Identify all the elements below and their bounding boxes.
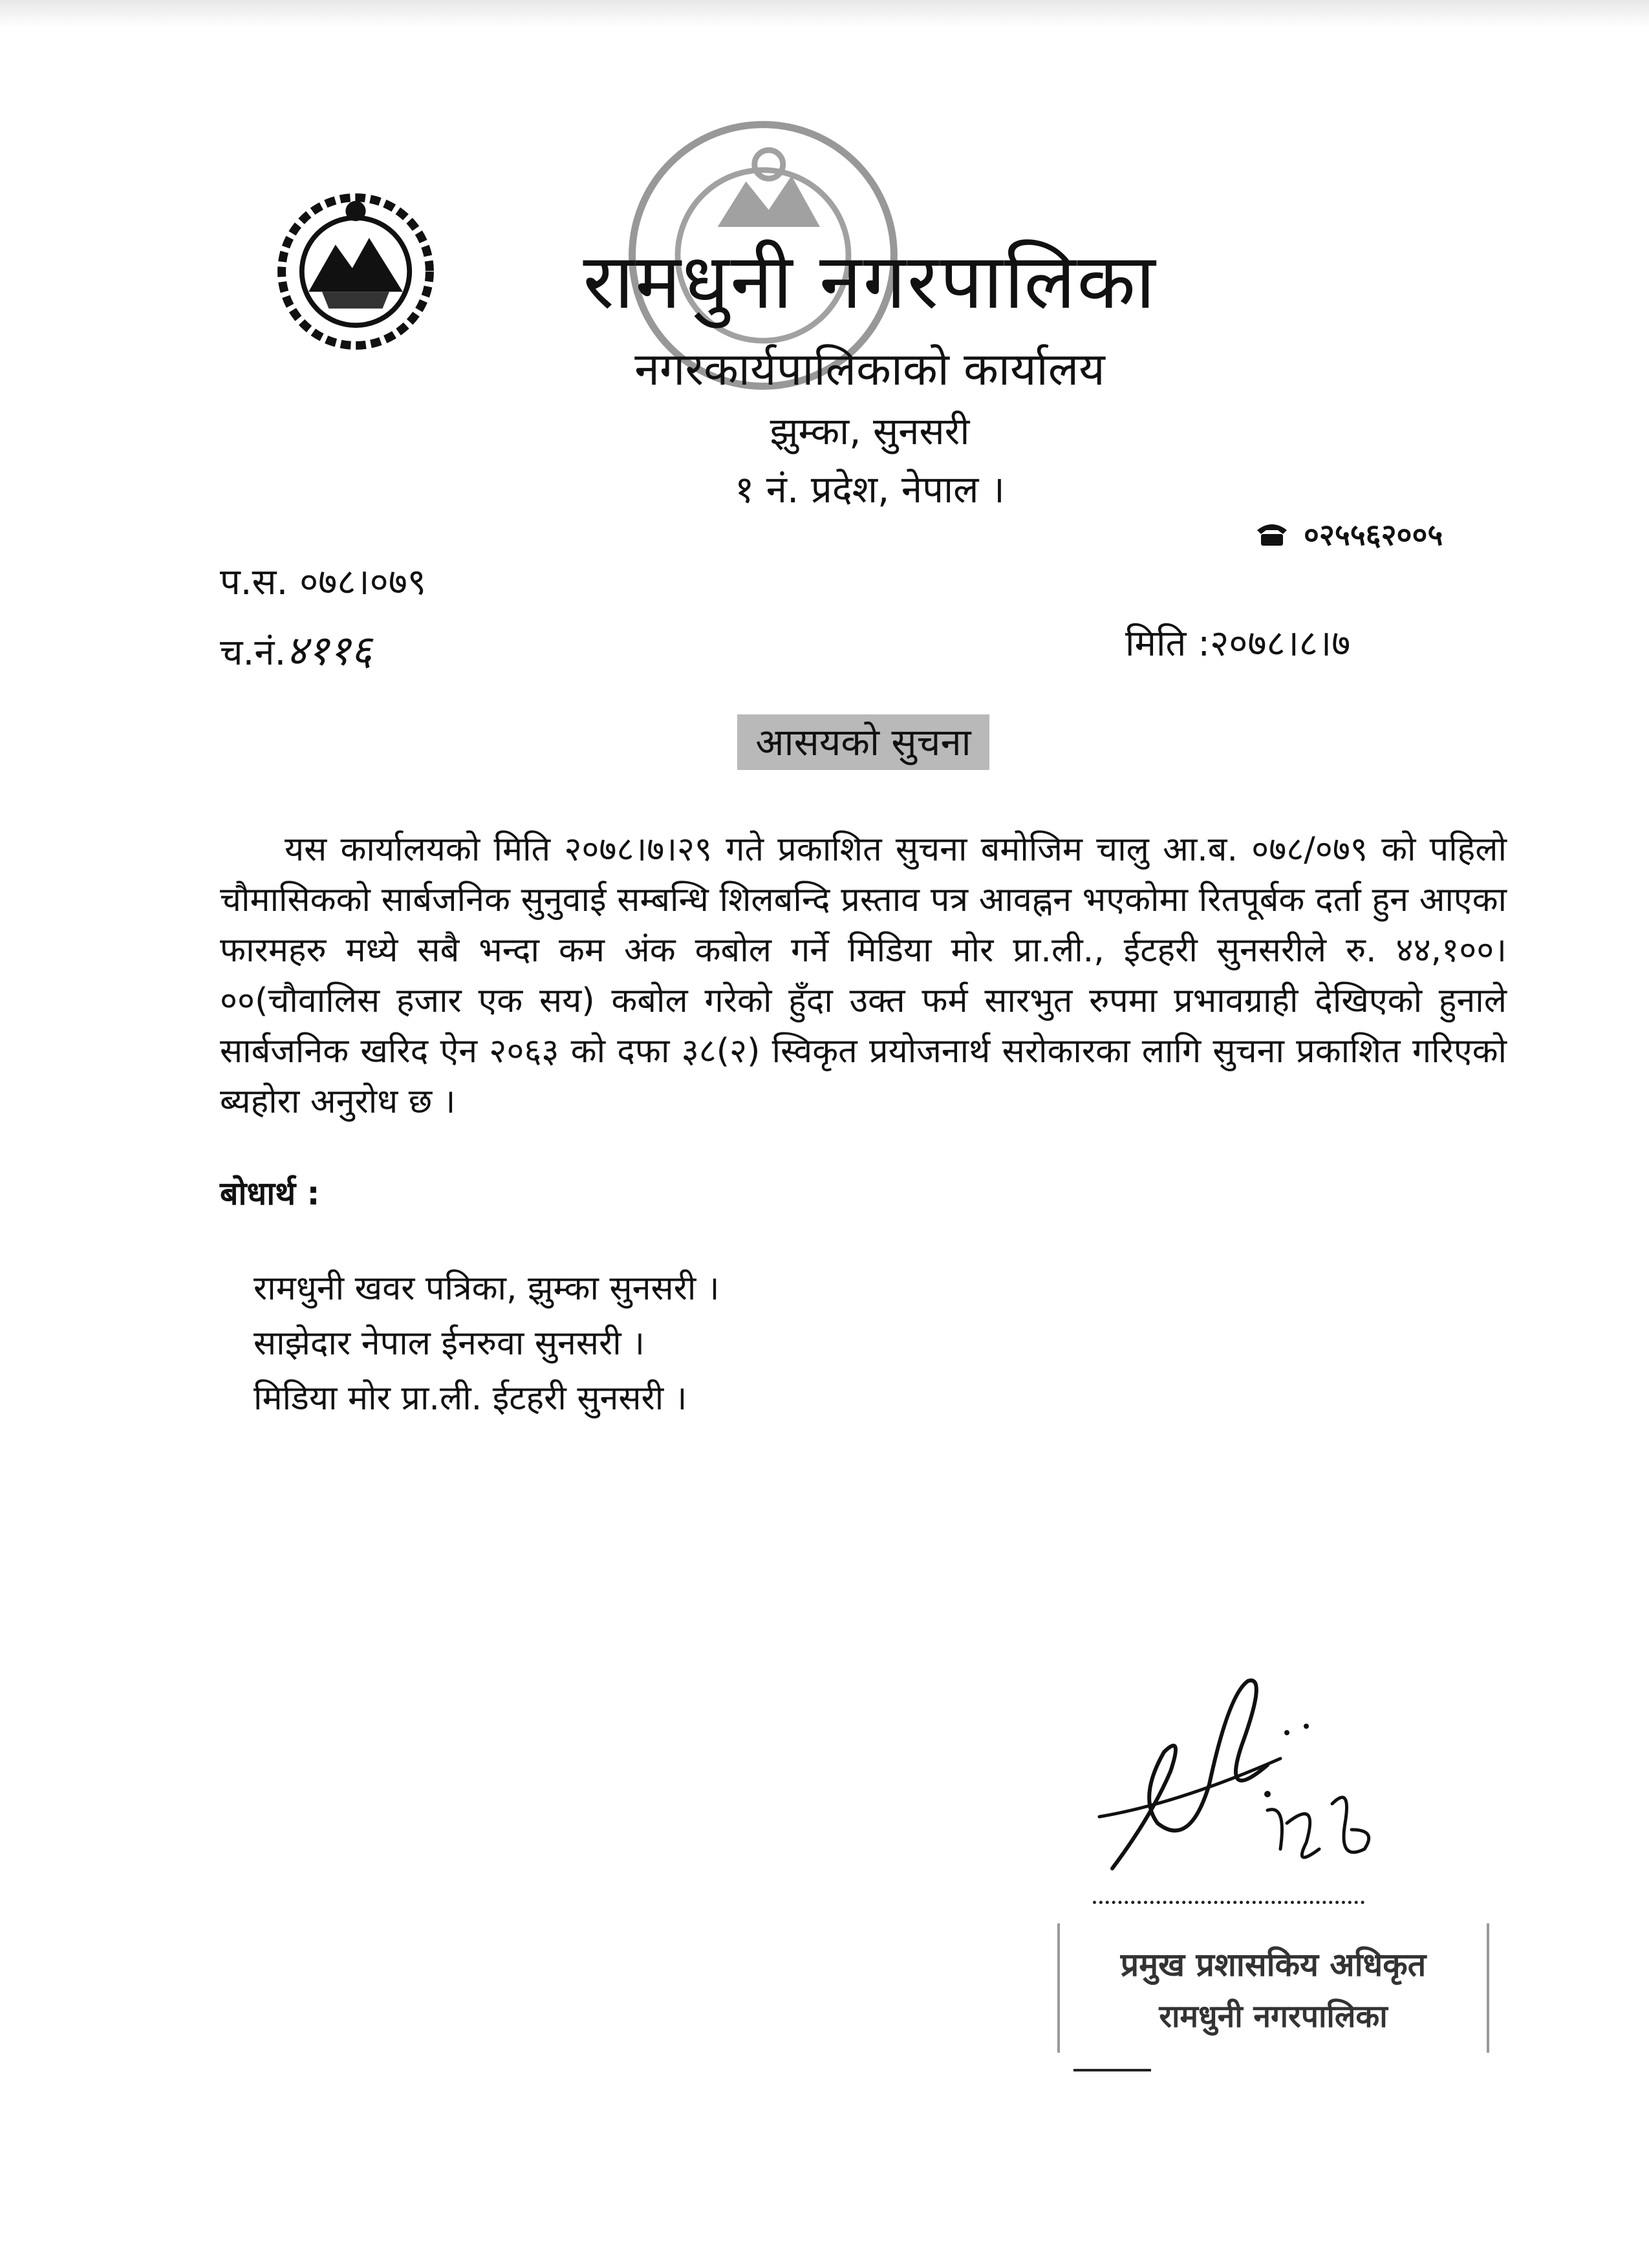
phone-text: ०२५५६२००५	[1304, 517, 1443, 552]
recipient-item: साझेदार नेपाल ईनरुवा सुनसरी ।	[253, 1324, 645, 1363]
phone-icon	[1255, 521, 1289, 547]
handwritten-signature	[1073, 1655, 1410, 1914]
office-subtitle: नगरकार्यपालिकाको कार्यालय	[634, 343, 1105, 396]
signatory-stamp	[1057, 1923, 1489, 2053]
scan-edge	[0, 0, 1649, 27]
office-title: रामधुनी नगरपालिका	[583, 237, 1157, 326]
document-date: मिति :२०७८।८।७	[1125, 623, 1351, 665]
office-province: १ नं. प्रदेश, नेपाल ।	[735, 467, 1005, 511]
reference-cn	[220, 621, 372, 677]
stamp-underline	[1073, 2069, 1151, 2071]
signatory-office: रामधुनी नगरपालिका	[1159, 1998, 1388, 2035]
notice-body: यस कार्यालयको मिति २०७८।७।२९ गते प्रकाशित सुचना बमोजिम चालु आ.ब. ०७८/०७९ को पहिलो चौमासिकको सार्बजनिक सुनुवाई सम्बन्धि शिलबन्दि प्रस्ताव पत्र आवह्नन भएकोमा रितपूर्बक दर्ता हुन आएका फारमहरु मध्ये सबै भन्दा कम अंक कबोल गर्ने मिडिया मोर प्रा.ली., ईटहरी सुनसरीले रु. ४४,१००।००(चौवालिस हजार एक सय) कबोल गरेको हुँदा उक्त फर्म सारभुत रुपमा प्रभावग्राही देखिएको हुनाले सार्बजनिक खरिद ऐन २०६३ को दफा ३८(२) स्विकृत प्रयोजनार्थ सरोकारका लागि सुचना प्रकाशित गरिएको ब्यहोरा अनुरोध छ ।	[220, 830, 1507, 1121]
recipient-item: मिडिया मोर प्रा.ली. ईटहरी सुनसरी ।	[253, 1379, 687, 1418]
signature-dotted-line	[1093, 1901, 1364, 1904]
reference-ps: प.स. ०७८।०७९	[220, 561, 427, 603]
recipients-label: बोधार्थ :	[220, 1175, 320, 1212]
signatory-designation: प्रमुख प्रशासकिय अधिकृत	[1120, 1946, 1427, 1984]
notice-title: आसयको सुचना	[737, 714, 989, 770]
recipient-item: रामधुनी खवर पत्रिका, झुम्का सुनसरी ।	[253, 1269, 720, 1308]
phone-number	[1255, 514, 1443, 554]
office-location: झुम्का, सुनसरी	[770, 409, 970, 453]
reference-cn-label: च.नं.	[220, 632, 286, 674]
reference-cn-value: ४११६	[286, 627, 372, 675]
